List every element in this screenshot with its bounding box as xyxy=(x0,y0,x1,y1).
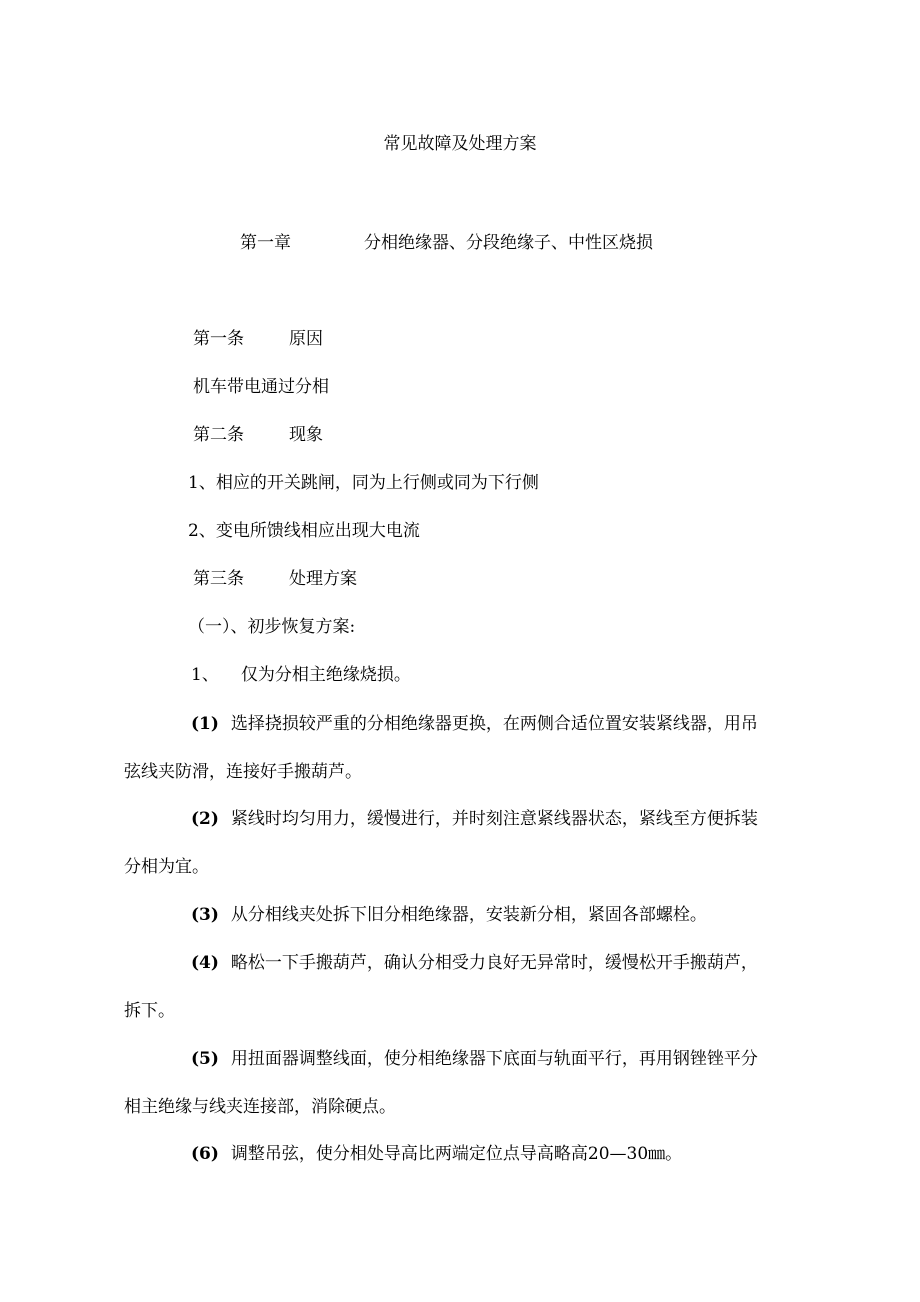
step-5 xyxy=(191,1048,758,1070)
step-text: 调整吊弦，使分相处导高比两端定位点导高略高20—30㎜。 xyxy=(230,1144,683,1164)
chapter-heading xyxy=(240,232,653,254)
step-2 xyxy=(191,808,758,830)
step-text: 从分相线夹处拆下旧分相绝缘器，安装新分相，紧固各部螺栓。 xyxy=(230,905,707,925)
case-text: 仅为分相主绝缘烧损。 xyxy=(240,665,411,685)
step-text: 略松一下手搬葫芦，确认分相受力良好无异常时，缓慢松开手搬葫芦， xyxy=(230,953,758,973)
step-text: 选择挠损较严重的分相绝缘器更换，在两侧合适位置安装紧线器，用吊 xyxy=(230,714,758,734)
step-4-continued: 拆下。 xyxy=(124,1001,175,1021)
step-5-continued: 相主绝缘与线夹连接部，消除硬点。 xyxy=(124,1097,396,1117)
chapter-number: 第一章 xyxy=(240,233,291,253)
article-1-heading xyxy=(193,328,323,350)
step-1-continued: 弦线夹防滑，连接好手搬葫芦。 xyxy=(124,762,362,782)
step-number: (6) xyxy=(191,1144,219,1164)
step-6 xyxy=(191,1143,682,1165)
case-heading xyxy=(191,664,411,686)
chapter-name: 分相绝缘器、分段绝缘子、中性区烧损 xyxy=(364,233,653,253)
article-1-text: 机车带电通过分相 xyxy=(193,377,329,397)
step-number: (1) xyxy=(191,714,219,734)
step-4 xyxy=(191,952,758,974)
list-item: 2、变电所馈线相应出现大电流 xyxy=(188,521,420,541)
step-number: (2) xyxy=(191,809,219,829)
article-3-heading xyxy=(193,568,357,590)
article-2-title: 现象 xyxy=(289,425,323,445)
section-heading: （一）、初步恢复方案: xyxy=(188,617,356,637)
step-3 xyxy=(191,904,707,926)
step-number: (5) xyxy=(191,1049,219,1069)
article-3-label: 第三条 xyxy=(193,569,244,589)
page-title: 常见故障及处理方案 xyxy=(383,134,537,154)
list-item: 1、相应的开关跳闸，同为上行侧或同为下行侧 xyxy=(188,473,539,493)
article-1-title: 原因 xyxy=(289,329,323,349)
step-number: (3) xyxy=(191,905,219,925)
article-2-label: 第二条 xyxy=(193,425,244,445)
article-2-heading xyxy=(193,424,323,446)
article-1-label: 第一条 xyxy=(193,329,244,349)
case-number: 1、 xyxy=(191,665,219,685)
step-1 xyxy=(191,713,758,735)
article-3-title: 处理方案 xyxy=(289,569,357,589)
step-text: 用扭面器调整线面，使分相绝缘器下底面与轨面平行，再用钢锉锉平分 xyxy=(230,1049,758,1069)
step-2-continued: 分相为宜。 xyxy=(124,857,209,877)
step-number: (4) xyxy=(191,953,219,973)
step-text: 紧线时均匀用力，缓慢进行，并时刻注意紧线器状态，紧线至方便拆装 xyxy=(230,809,758,829)
